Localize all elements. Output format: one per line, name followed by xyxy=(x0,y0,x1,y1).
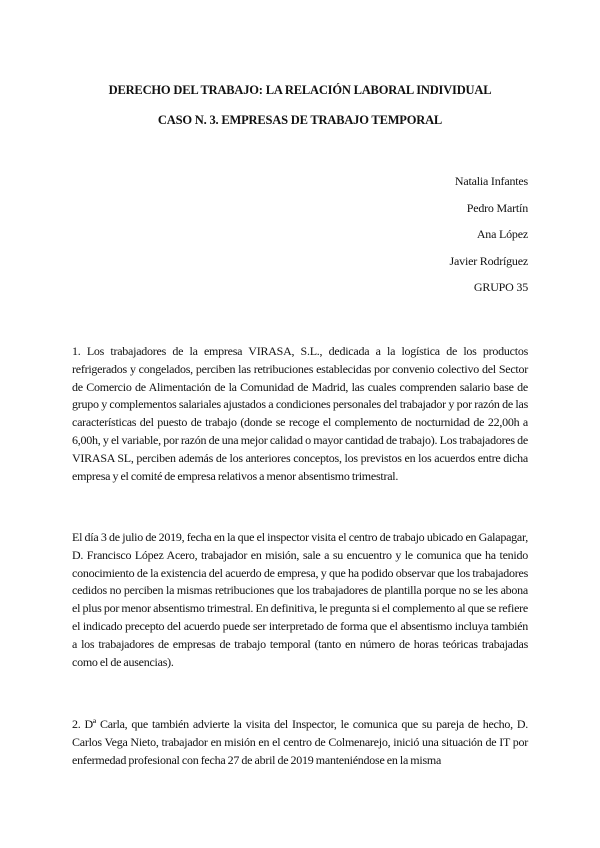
author-name: Pedro Martín xyxy=(466,200,528,215)
author-name: Natalia Infantes xyxy=(454,174,528,188)
paragraph-3: 2. Dª Carla, que también advierte la visita del Inspector, le comunica que su pareja de hecho, D. Carlos Vega Nieto, trabajador en misión en el centro de Colmenarejo, inició una situación de IT por enfermedad profesional con fecha 27 de abril de 2019 manteniéndose en la misma xyxy=(72,717,528,767)
author-list xyxy=(450,168,528,301)
author-name: Ana López xyxy=(476,227,528,241)
author-name: Javier Rodríguez xyxy=(449,253,528,268)
group-label: GRUPO 35 xyxy=(473,280,528,294)
document-subtitle: CASO N. 3. EMPRESAS DE TRABAJO TEMPORAL xyxy=(157,113,443,127)
document-title: DERECHO DEL TRABAJO: LA RELACIÓN LABORAL INDIVIDUAL xyxy=(108,83,492,97)
paragraph-2: El día 3 de julio de 2019, fecha en la que el inspector visita el centro de trabajo ubicado en Galapagar, D. Francisco López Acero, trabajador en misión, sale a su encuentro y le comunica que ha tenido conocimiento de la existencia del acuerdo de empresa, y que ha podido observar que los trabajadores cedidos no perciben la mismas retribuciones que los trabajadores de plantilla porque no se les abona el plus por menor absentismo trimestral. En definitiva, le pregunta si el complemento al que se refiere el indicado precepto del acuerdo puede ser interpretado de forma que el absentismo incluya también a los trabajadores de empresas de trabajo temporal (tanto en número de horas teóricas trabajadas como el de ausencias). xyxy=(72,530,528,669)
paragraph-1: 1. Los trabajadores de la empresa VIRASA, S.L., dedicada a la logística de los productos refrigerados y congelados, perciben las retribuciones establecidas por convenio colectivo del Sector de Comercio de Alimentación de la Comunidad de Madrid, las cuales comprenden salario base de grupo y complementos salariales ajustados a condiciones personales del trabajador y por razón de las características del puesto de trabajo (donde se recoge el complemento de nocturnidad de 22,00h a 6,00h, y el variable, por razón de una mejor calidad o mayor cantidad de trabajo). Los trabajadores de VIRASA SL, perciben además de los anteriores conceptos, los previstos en los acuerdos entre dicha empresa y el comité de empresa relativos a menor absentismo trimestral. xyxy=(72,344,528,483)
